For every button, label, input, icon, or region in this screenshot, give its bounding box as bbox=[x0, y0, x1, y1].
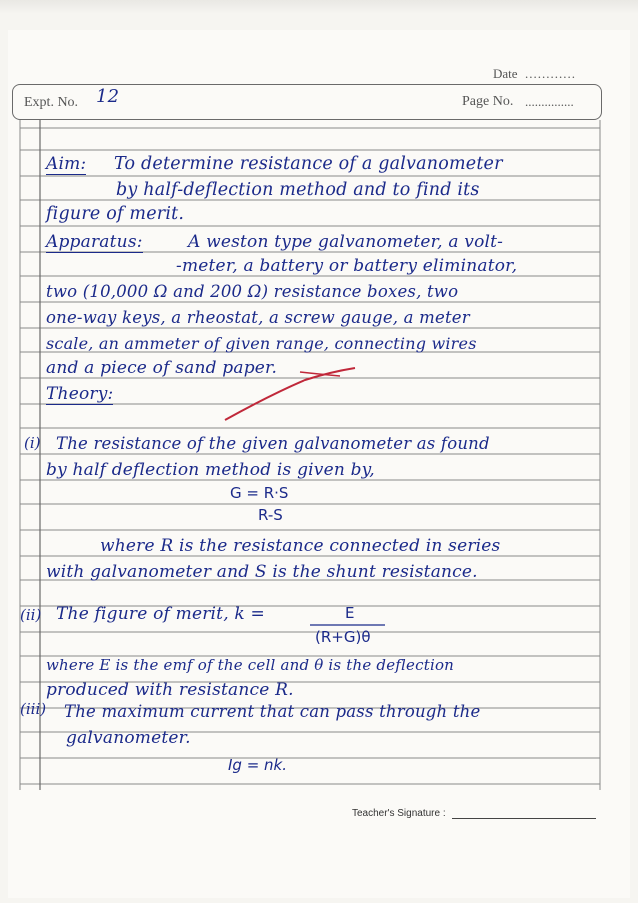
apparatus-line-5: scale, an ammeter of given range, connecting wires bbox=[46, 334, 477, 353]
theory-iii-line-2: galvanometer. bbox=[66, 728, 191, 748]
theory-iii-line-1: The maximum current that can pass through the bbox=[64, 702, 481, 721]
theory-i-line-4: with galvanometer and S is the shunt resistance. bbox=[46, 562, 478, 582]
teacher-signature-label: Teacher's Signature : bbox=[352, 808, 446, 819]
theory-i-line-1: The resistance of the given galvanometer as found bbox=[56, 434, 490, 453]
aim-line-1: To determine resistance of a galvanometer bbox=[114, 154, 503, 174]
theory-i-line-3: where R is the resistance connected in series bbox=[100, 536, 501, 556]
teacher-signature-line[interactable] bbox=[452, 818, 596, 819]
formula-g-numerator: G = R·S bbox=[230, 484, 289, 502]
date-label: Date bbox=[493, 66, 518, 81]
page-label: Page No. bbox=[462, 94, 514, 109]
expt-number[interactable]: 12 bbox=[96, 86, 120, 107]
apparatus-line-1: A weston type galvanometer, a volt- bbox=[188, 232, 504, 252]
formula-k-denominator: (R+G)θ bbox=[315, 628, 371, 646]
apparatus-label: Apparatus: bbox=[46, 232, 143, 252]
apparatus-line-4: one-way keys, a rheostat, a screw gauge, a meter bbox=[46, 308, 470, 327]
section-ii-label: (ii) bbox=[20, 606, 42, 624]
section-iii-label: (iii) bbox=[20, 700, 47, 718]
theory-i-line-2: by half deflection method is given by, bbox=[46, 460, 375, 480]
theory-ii-line-3: produced with resistance R. bbox=[46, 680, 294, 700]
formula-g-denominator: R-S bbox=[258, 506, 283, 524]
formula-ig: Ig = nk. bbox=[228, 756, 288, 774]
date-field[interactable]: ............ bbox=[525, 66, 576, 81]
aim-line-2: by half-deflection method and to find its bbox=[116, 180, 480, 200]
theory-ii-line-2: where E is the emf of the cell and θ is the deflection bbox=[46, 656, 455, 674]
formula-k-numerator: E bbox=[345, 604, 355, 622]
aim-label: Aim: bbox=[46, 154, 87, 174]
theory-ii-line-1: The figure of merit, k = bbox=[56, 604, 265, 624]
apparatus-line-6: and a piece of sand paper. bbox=[46, 358, 278, 378]
page-number-field[interactable]: ............... bbox=[525, 94, 574, 109]
aim-line-3: figure of merit. bbox=[46, 204, 185, 224]
theory-label: Theory: bbox=[46, 384, 114, 404]
expt-label: Expt. No. bbox=[24, 95, 79, 110]
apparatus-line-3: two (10,000 Ω and 200 Ω) resistance boxes, two bbox=[46, 282, 459, 301]
section-i-label: (i) bbox=[24, 434, 41, 452]
apparatus-line-2: -meter, a battery or battery eliminator, bbox=[176, 256, 518, 276]
